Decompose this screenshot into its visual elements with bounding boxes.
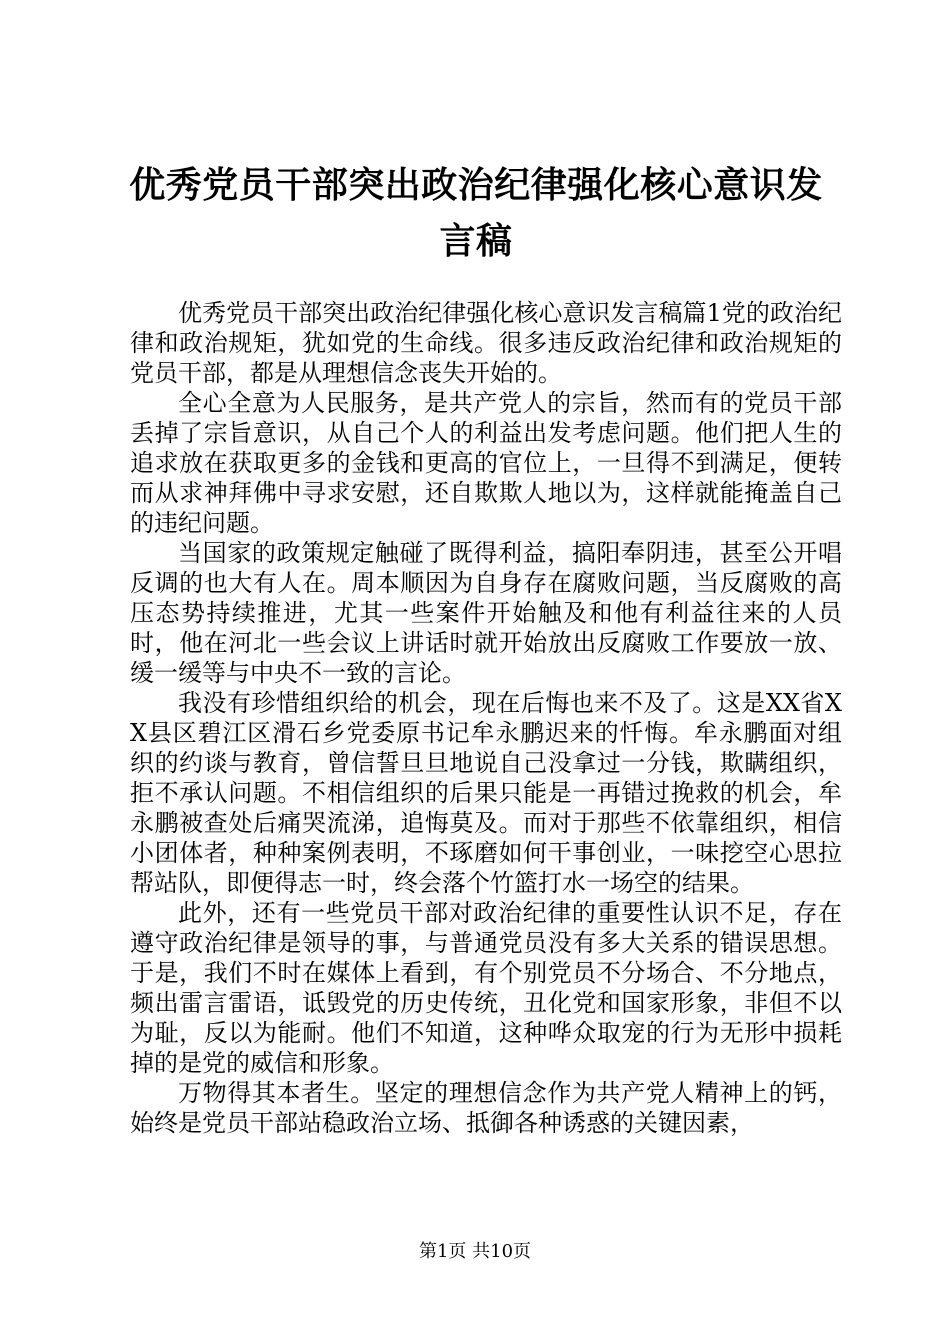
paragraph-6: 万物得其本者生。坚定的理想信念作为共产党人精神上的钙，始终是党员干部站稳政治立场、抵御各种诱惑的关键因素， bbox=[130, 1079, 842, 1137]
paragraph-2: 全心全意为人民服务，是共产党人的宗旨，然而有的党员干部丢掉了宗旨意识，从自己个人的利益出发考虑问题。他们把人生的追求放在获取更多的金钱和更高的官位上，一旦得不到满足，便转而从求神拜佛中寻求安慰，还自欺欺人地以为，这样就能掩盖自己的违纪问题。 bbox=[130, 389, 842, 537]
document-title: 优秀党员干部突出政治纪律强化核心意识发言稿 bbox=[129, 165, 823, 262]
page-footer bbox=[0, 1240, 950, 1264]
document-body bbox=[130, 298, 842, 1138]
paragraph-5: 此外，还有一些党员干部对政治纪律的重要性认识不足，存在遵守政治纪律是领导的事，与普通党员没有多大关系的错误思想。于是，我们不时在媒体上看到，有个别党员不分场合、不分地点，频出雷言雷语，诋毁党的历史传统，丑化党和国家形象，非但不以为耻，反以为能耐。他们不知道，这种哗众取宠的行为无形中损耗掉的是党的威信和形象。 bbox=[130, 899, 842, 1077]
paragraph-4: 我没有珍惜组织给的机会，现在后悔也来不及了。这是XX省XX县区碧江区滑石乡党委原书记牟永鹏迟来的忏悔。牟永鹏面对组织的约谈与教育，曾信誓旦旦地说自己没拿过一分钱，欺瞒组织，拒不承认问题。不相信组织的后果只能是一再错过挽救的机会，牟永鹏被查处后痛哭流涕，追悔莫及。而对于那些不依靠组织，相信小团体者，种种案例表明，不琢磨如何干事创业，一味挖空心思拉帮站队，即便得志一时，终会落个竹篮打水一场空的结果。 bbox=[130, 689, 842, 897]
page-number-label: 第1页 共10页 bbox=[418, 1241, 532, 1262]
paragraph-3: 当国家的政策规定触碰了既得利益，搞阳奉阴违，甚至公开唱反调的也大有人在。周本顺因为自身存在腐败问题，当反腐败的高压态势持续推进，尤其一些案件开始触及和他有利益往来的人员时，他在河北一些会议上讲话时就开始放出反腐败工作要放一放、缓一缓等与中央不一致的言论。 bbox=[130, 539, 842, 687]
paragraph-1: 优秀党员干部突出政治纪律强化核心意识发言稿篇1党的政治纪律和政治规矩，犹如党的生命线。很多违反政治纪律和政治规矩的党员干部，都是从理想信念丧失开始的。 bbox=[130, 299, 842, 387]
